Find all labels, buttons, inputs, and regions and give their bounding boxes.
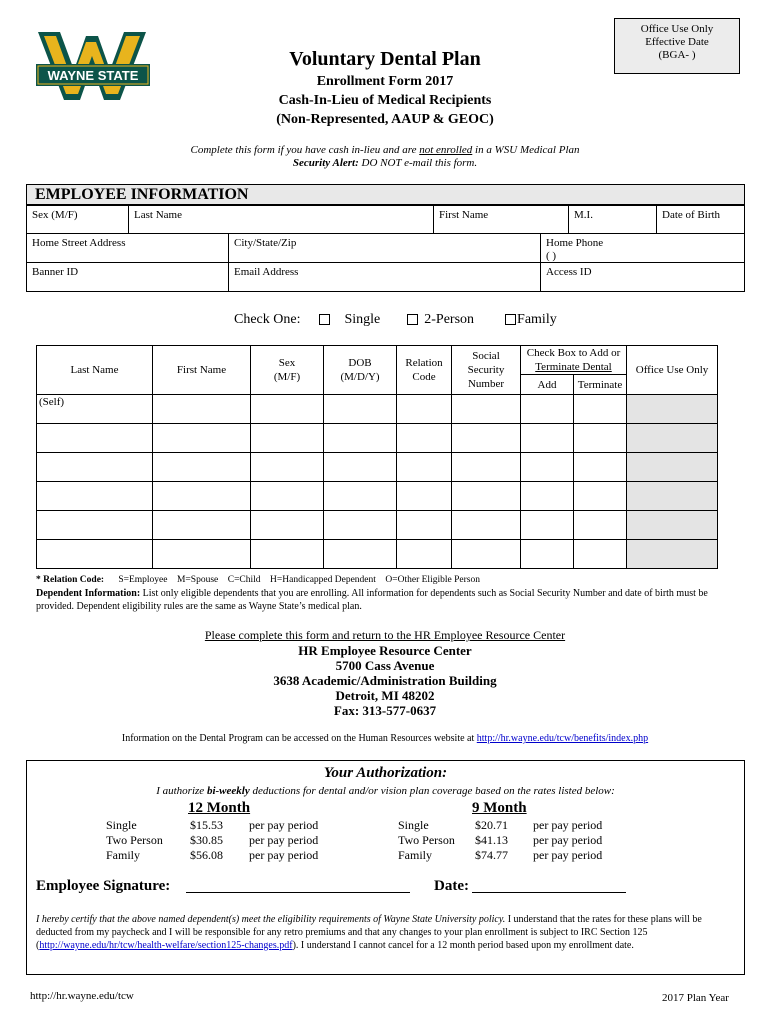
rate-12-tier: Two Person [106,833,163,847]
family-checkbox[interactable] [505,314,516,325]
rates-12-tiers [106,818,163,863]
banner-id-field[interactable]: Banner ID [26,262,229,292]
benefits-link[interactable]: http://hr.wayne.edu/tcw/benefits/index.php [476,733,649,744]
rates-12-values [190,818,223,863]
return-instructions: Please complete this form and return to the HR Employee Resource Center [204,628,566,642]
col-ssn: Social Security Number [452,346,521,395]
nine-month-title: 9 Month [472,800,527,816]
table-row [37,511,718,540]
rate-12-tier: Family [106,848,141,862]
two-person-label: 2-Person [424,312,475,327]
col-terminate: Terminate [574,375,627,395]
dependents-table [36,345,718,569]
website-info: Information on the Dental Program can be accessed on the Human Resources website at http://hr.wayne.edu/tcw/benefits/index.php [121,733,649,744]
email-field[interactable]: Email Address [228,262,541,292]
col-check-box: Check Box to Add or Terminate Dental [521,346,627,375]
security-alert-label: Security Alert: [292,157,359,169]
rate-12-value: $15.53 [190,818,223,832]
rate-9-value: $20.71 [475,818,508,832]
form-title: Voluntary Dental Plan [289,48,481,70]
single-checkbox[interactable] [319,314,330,325]
coverage-check-one [234,312,557,328]
employee-info-heading: EMPLOYEE INFORMATION [26,184,745,205]
col-sex: Sex (M/F) [251,346,324,395]
col-office-use: Office Use Only [627,346,718,395]
rate-12-value: $56.08 [190,848,223,862]
rate-9-tier: Single [398,818,429,832]
form-subtitle-cash: Cash-In-Lieu of Medical Recipients [278,93,492,108]
self-cell[interactable]: (Self) [37,395,153,424]
first-name-field[interactable]: First Name [433,205,569,234]
return-address: HR Employee Resource Center 5700 Cass Avenue 3638 Academic/Administration Building Detroit, MI 48202 Fax: 313-577-0637 [273,643,497,718]
rates-12-periods: per pay period per pay period per pay period [249,818,319,862]
bga-field: (BGA- ) [658,49,696,61]
signature-line[interactable] [186,892,410,893]
dob-field[interactable]: Date of Birth [656,205,745,234]
section125-link[interactable]: http://wayne.edu/hr/tcw/health-welfare/section125-changes.pdf [39,940,293,951]
relation-code-legend: * Relation Code: S=Employee M=Spouse C=Child H=Handicapped Dependent O=Other Eligible Person [36,575,480,585]
two-person-checkbox[interactable] [407,314,418,325]
home-phone-field[interactable]: Home Phone ( ) [540,233,745,263]
rate-9-tier: Family [398,848,433,862]
col-last-name: Last Name [37,346,153,395]
office-use-label: Office Use Only [640,23,714,35]
employee-signature-label: Employee Signature: [36,878,171,894]
check-one-label: Check One: [234,312,301,327]
access-id-field[interactable]: Access ID [540,262,745,292]
effective-date-label: Effective Date [645,36,709,48]
col-add: Add [521,375,574,395]
form-subtitle-groups: (Non-Represented, AAUP & GEOC) [276,112,494,127]
date-label: Date: [434,878,469,894]
twelve-month-title: 12 Month [188,800,251,816]
rates-9-periods: per pay period per pay period per pay period [533,818,603,862]
last-name-field[interactable]: Last Name [128,205,434,234]
rate-9-value: $41.13 [475,833,508,847]
col-first-name: First Name [153,346,251,395]
logo-text: WAYNE STATE [47,68,139,83]
authorization-heading: Your Authorization: [323,765,448,781]
single-label: Single [344,312,381,327]
col-dob: DOB (M/D/Y) [324,346,397,395]
authorization-intro: I authorize bi-weekly deductions for dental and/or vision plan coverage based on the rates listed below: [156,785,615,797]
table-row [37,482,718,511]
dependent-information-note: Dependent Information: List only eligible dependents that you are enrolling. All information for dependents such as Social Security Number and date of birth must be provided. Dependent eligibility rules are the same as Wayne State’s medical plan. [36,588,708,612]
table-row [37,540,718,569]
sex-field[interactable]: Sex (M/F) [26,205,129,234]
rate-12-value: $30.85 [190,833,223,847]
wayne-state-logo [34,28,164,106]
rate-12-tier: Single [106,818,137,832]
mi-field[interactable]: M.I. [568,205,657,234]
rate-9-tier: Two Person [398,833,455,847]
footer-url: http://hr.wayne.edu/tcw [30,990,134,1002]
table-row [37,453,718,482]
table-row [37,424,718,453]
form-subtitle-year: Enrollment Form 2017 [316,74,454,89]
instructions: Complete this form if you have cash in-lieu and are not enrolled in a WSU Medical Plan Security Alert: DO NOT e-mail this form. [190,144,580,169]
rate-9-value: $74.77 [475,848,508,862]
office-use-box [614,18,740,74]
rates-9-tiers [398,818,455,863]
certification-text: I hereby certify that the above named dependent(s) meet the eligibility requirements of Wayne State University policy. I understand that the rates for these plans will be deducted from my paycheck and I will be responsible for any retro premiums and that any changes to your plan enrollment is subject to IRC Section 125 (http://wayne.edu/hr/tcw/health-welfare/section125-changes.pdf). I understand I cannot cancel for a 12 month period based upon my enrollment date. [36,914,702,951]
rates-9-values [475,818,508,863]
city-state-zip-field[interactable]: City/State/Zip [228,233,541,263]
col-relation-code: Relation Code [397,346,452,395]
family-label: Family [517,312,557,327]
date-line[interactable] [472,892,626,893]
table-row [37,395,718,424]
footer-plan-year: 2017 Plan Year [662,992,729,1004]
street-address-field[interactable]: Home Street Address [26,233,229,263]
